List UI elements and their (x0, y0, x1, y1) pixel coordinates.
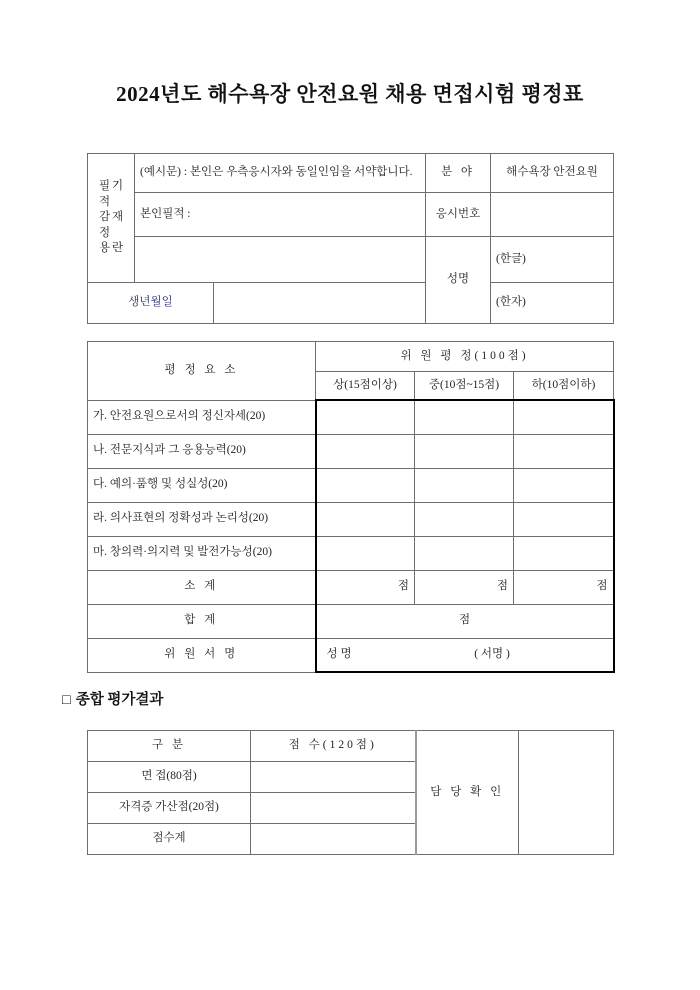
evaluation-table (87, 341, 615, 673)
handwriting-write-area[interactable] (135, 237, 426, 283)
table-row (88, 154, 614, 193)
applicant-info-table (87, 153, 614, 324)
result-row-label-total: 점수계 (88, 824, 251, 855)
subtotal-label: 소 계 (88, 570, 316, 604)
table-row (88, 400, 614, 434)
vertical-label-char: 재 (111, 211, 124, 224)
criteria-label-4: 라. 의사표현의 정확성과 논리성(20) (88, 502, 316, 536)
total-unit[interactable]: 점 (316, 604, 614, 638)
vertical-label-row (88, 210, 134, 226)
score-cell-5-mid[interactable] (415, 536, 514, 570)
score-cell-3-high[interactable] (316, 468, 415, 502)
committee-signature-label: 위 원 서 명 (88, 638, 316, 672)
vertical-label-char: 란 (111, 242, 124, 255)
result-col-header-division: 구 분 (88, 731, 251, 762)
vertical-label-char: 용 (98, 242, 111, 255)
score-cell-4-high[interactable] (316, 502, 415, 536)
confirm-label-cell: 담 당 확 인 (416, 731, 519, 855)
score-column-header: 위 원 평 정(100점) (316, 342, 614, 372)
score-cell-1-low[interactable] (514, 400, 614, 434)
result-row-value-certificate-bonus[interactable] (251, 793, 416, 824)
table-row (88, 604, 614, 638)
subtotal-high-unit[interactable]: 점 (316, 570, 415, 604)
birthdate-input[interactable] (214, 283, 426, 324)
table-row (88, 468, 614, 502)
name-hangul-label-cell[interactable]: (한글) (491, 237, 614, 283)
score-cell-2-mid[interactable] (415, 434, 514, 468)
score-cell-5-low[interactable] (514, 536, 614, 570)
subtotal-mid-unit[interactable]: 점 (415, 570, 514, 604)
score-cell-2-high[interactable] (316, 434, 415, 468)
handwriting-section-label (88, 154, 135, 283)
field-value-cell: 해수욕장 안전요원 (491, 154, 614, 193)
score-cell-3-mid[interactable] (415, 468, 514, 502)
vertical-label-row (88, 226, 134, 242)
overall-result-heading (62, 688, 163, 709)
signature-sign-label: ( 서명 ) (474, 647, 510, 660)
own-handwriting-label-cell: 본인필적 : (135, 193, 426, 237)
page-title: 2024년도 해수욕장 안전요원 채용 면접시험 평정표 (116, 82, 584, 106)
result-row-label-certificate-bonus: 자격증 가산점(20점) (88, 793, 251, 824)
exam-number-label-cell: 응시번호 (426, 193, 491, 237)
vertical-label-char: 감 (98, 211, 111, 224)
table-row (88, 502, 614, 536)
table-row (88, 434, 614, 468)
criteria-label-1: 가. 안전요원으로서의 정신자세(20) (88, 400, 316, 434)
table-header-row (88, 731, 614, 762)
vertical-label-char: 적 (98, 195, 111, 208)
exam-number-input[interactable] (491, 193, 614, 237)
signature-name-label: 성 명 (326, 647, 352, 660)
score-cell-5-high[interactable] (316, 536, 415, 570)
table-row (88, 237, 614, 283)
criteria-label-3: 다. 예의·품행 및 성실성(20) (88, 468, 316, 502)
table-row (88, 638, 614, 672)
name-label-cell: 성명 (426, 237, 491, 324)
result-row-value-total[interactable] (251, 824, 416, 855)
vertical-label-char: 정 (98, 226, 111, 239)
result-col-header-score: 점 수(120점) (251, 731, 416, 762)
table-row (88, 283, 614, 324)
score-cell-3-low[interactable] (514, 468, 614, 502)
criteria-label-5: 마. 창의력·의지력 및 발전가능성(20) (88, 536, 316, 570)
example-sentence-cell: (예시문) : 본인은 우측응시자와 동일인임을 서약합니다. (135, 154, 426, 193)
grade-header-high: 상(15점이상) (316, 372, 415, 401)
overall-result-heading-text: 종합 평가결과 (75, 692, 164, 708)
grade-header-mid: 중(10점~15점) (415, 372, 514, 401)
birthdate-label-cell: 생년월일 (88, 283, 214, 324)
score-cell-1-mid[interactable] (415, 400, 514, 434)
vertical-label-char: 기 (111, 180, 124, 193)
score-cell-1-high[interactable] (316, 400, 415, 434)
subtotal-low-unit[interactable]: 점 (514, 570, 614, 604)
score-cell-4-low[interactable] (514, 502, 614, 536)
result-row-label-interview: 면 접(80점) (88, 762, 251, 793)
field-label-cell: 분 야 (426, 154, 491, 193)
vertical-label-char: 필 (98, 180, 111, 193)
result-row-value-interview[interactable] (251, 762, 416, 793)
overall-result-table (87, 730, 614, 855)
score-cell-4-mid[interactable] (415, 502, 514, 536)
vertical-label-row (88, 241, 134, 257)
committee-signature-cell[interactable] (316, 638, 614, 672)
vertical-label-row (88, 195, 134, 211)
checkbox-square-icon: □ (62, 692, 71, 708)
table-row (88, 536, 614, 570)
table-row (88, 193, 614, 237)
table-row (88, 570, 614, 604)
table-header-row (88, 342, 614, 372)
confirm-stamp-area[interactable] (519, 731, 614, 855)
name-hanja-label-cell[interactable]: (한자) (491, 283, 614, 324)
grade-header-low: 하(10점이하) (514, 372, 614, 401)
vertical-label-row (88, 179, 134, 195)
score-cell-2-low[interactable] (514, 434, 614, 468)
criteria-column-header: 평 정 요 소 (88, 342, 316, 401)
criteria-label-2: 나. 전문지식과 그 응용능력(20) (88, 434, 316, 468)
total-label: 합 계 (88, 604, 316, 638)
